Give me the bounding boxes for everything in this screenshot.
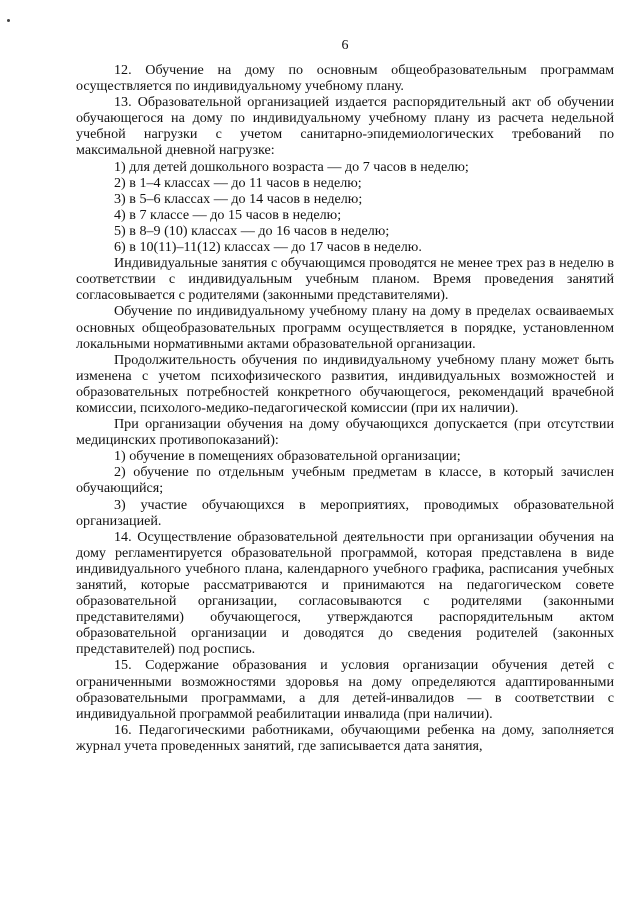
paragraph-duration: Продолжительность обучения по индивидуальному учебному плану может быть изменена с учетом психофизического развития, индивидуальных возможностей и образовательных потребностей конкретного обучающегося, рекомендаций врачебной комиссии, психолого-медико-педагогической комиссии (при их наличии). xyxy=(76,351,614,416)
option-subjects-in-class: 2) обучение по отдельным учебным предметам в классе, в который зачислен обучающийся; xyxy=(76,464,614,497)
paragraph-15: 15. Содержание образования и условия организации обучения детей с ограниченными возможностями здоровья на дому определяются адаптированными образовательными программами, а для детей-инвалидов — в соответствии с индивидуальной программой реабилитации инвалида (при наличии). xyxy=(76,657,614,722)
list-item-grades-5-6: 3) в 5–6 классах — до 14 часов в неделю; xyxy=(114,190,363,207)
list-item-grades-10-12: 6) в 10(11)–11(12) классах — до 17 часов в неделю. xyxy=(114,239,422,256)
paragraph-14: 14. Осуществление образовательной деятельности при организации обучения на дому регламентируется образовательной программой, которая представлена в виде индивидуального учебного плана, календарного учебного графика, расписания учебных занятий, которые рассматриваются и принимаются на педагогическом совете образовательной организации, согласовываются с родителями (законными представителями) обучающегося, утверждаются распорядительным актом образовательной организации и доводятся до сведения родителей (законных представителей) под роспись. xyxy=(76,528,614,658)
document-page xyxy=(76,0,614,905)
scan-dot-mark xyxy=(7,19,10,22)
list-item-preschool: 1) для детей дошкольного возраста — до 7 часов в неделю; xyxy=(114,158,469,175)
paragraph-16: 16. Педагогическими работниками, обучающими ребенка на дому, заполняется журнал учета проведенных занятий, где записывается дата занятия, xyxy=(76,721,614,754)
paragraph-individual-lessons: Индивидуальные занятия с обучающимся проводятся не менее трех раз в неделю в соответствии с индивидуальным учебным планом. Время проведения занятий согласовывается с родителями (законными представителями). xyxy=(76,255,614,304)
list-item-grades-1-4: 2) в 1–4 классах — до 11 часов в неделю; xyxy=(114,174,362,191)
option-premises: 1) обучение в помещениях образовательной организации; xyxy=(114,448,461,465)
page-number: 6 xyxy=(341,38,349,53)
paragraph-local-acts: Обучение по индивидуальному учебному плану на дому в пределах осваиваемых основных общеобразовательных программ осуществляется в порядке, установленном локальными нормативными актами образовательной организации. xyxy=(76,303,614,352)
list-item-grade-7: 4) в 7 классе — до 15 часов в неделю; xyxy=(114,206,342,223)
list-item-grades-8-9: 5) в 8–9 (10) классах — до 16 часов в неделю; xyxy=(114,222,390,239)
paragraph-13: 13. Образовательной организацией издается распорядительный акт об обучении обучающегося на дому по индивидуальному учебному плану из расчета недельной учебной нагрузки с учетом санитарно-эпидемиологических требований по максимальной дневной нагрузке: xyxy=(76,94,614,159)
paragraph-allowed-options: При организации обучения на дому обучающихся допускается (при отсутствии медицинских противопоказаний): xyxy=(76,416,614,449)
option-events: 3) участие обучающихся в мероприятиях, проводимых образовательной организацией. xyxy=(76,496,614,529)
paragraph-12: 12. Обучение на дому по основным общеобразовательным программам осуществляется по индивидуальному учебному плану. xyxy=(76,62,614,95)
document-body xyxy=(76,62,614,754)
